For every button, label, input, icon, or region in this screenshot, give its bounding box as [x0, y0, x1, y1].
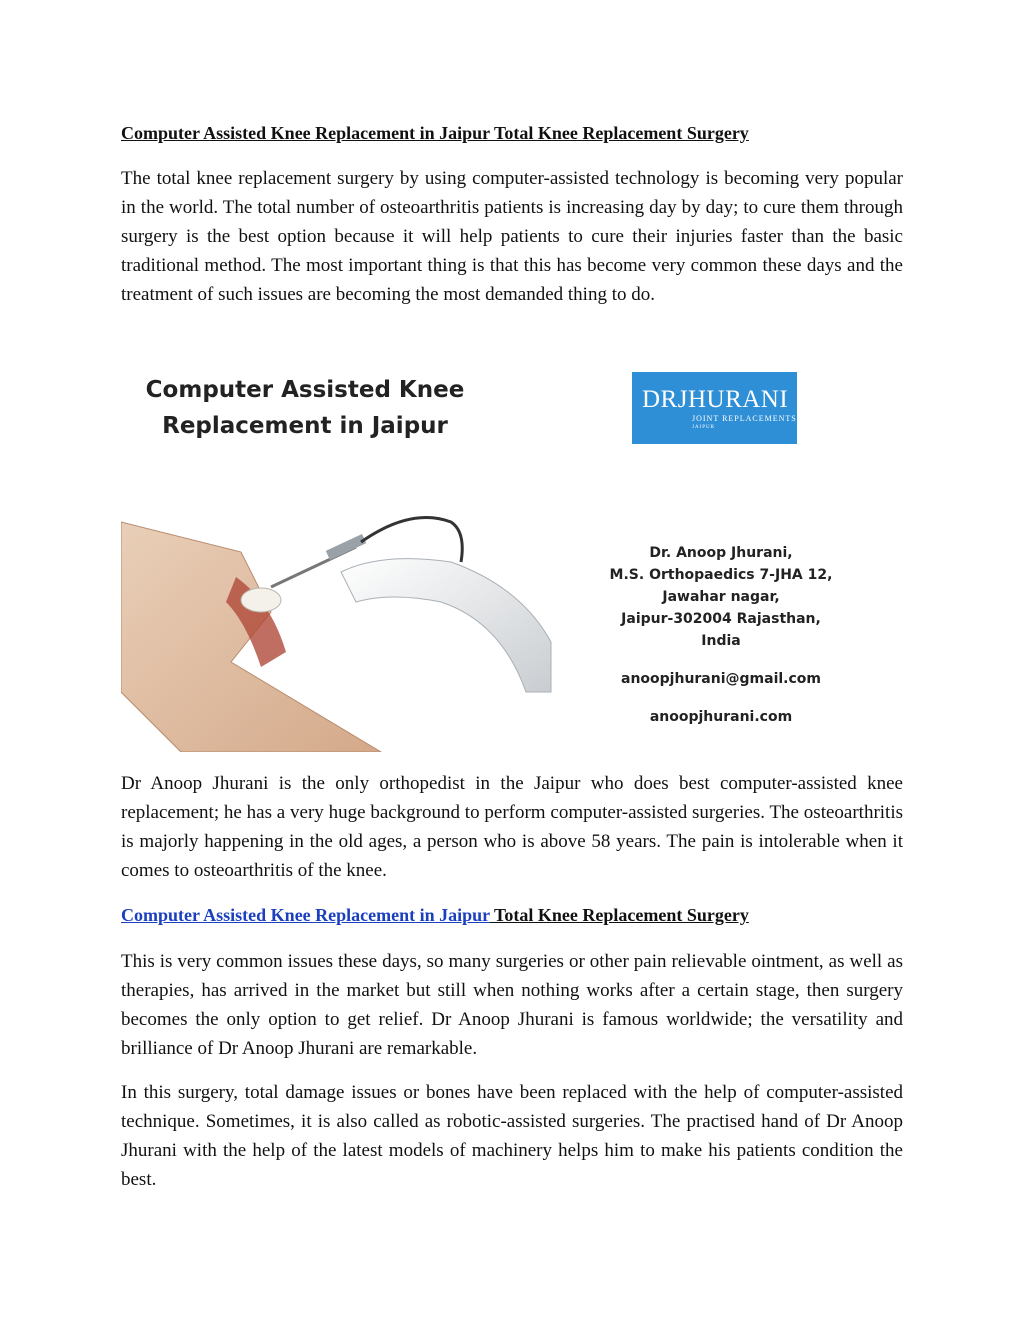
logo-text: DRJHURANI — [642, 386, 789, 413]
contact-details — [561, 542, 881, 728]
contact-degree: M.S. Orthopaedics 7-JHA 12, — [609, 567, 833, 583]
intro-paragraph: The total knee replacement surgery by using computer-assisted technology is becoming very popular in the world. The total number of osteoarthritis patients is increasing day by day; to cure them through surgery is the best option because it will help patients to cure their injuries faster than the basic traditional method. The most important thing is that this has become very common these days and the treatment of such issues are becoming the most demanded thing to do. — [121, 168, 903, 305]
contact-name: Dr. Anoop Jhurani, — [649, 545, 793, 561]
banner-title — [135, 372, 475, 444]
surgery-paragraph: In this surgery, total damage issues or bones have been replaced with the help of computer-assisted technique. Sometimes, it is also called as robotic-assisted surgeries. The practised hand of Dr Anoop Jhurani with the help of the latest models of machinery helps him to make his patients condition the best. — [121, 1082, 903, 1190]
banner-title-line2: Replacement in Jaipur — [162, 413, 448, 439]
spacer — [561, 652, 881, 668]
document-page — [121, 120, 903, 146]
contact-email: anoopjhurani@gmail.com — [621, 671, 821, 687]
heading-rest: Total Knee Replacement Surgery — [489, 905, 749, 925]
knee-surgery-illustration — [121, 492, 561, 752]
contact-city: Jaipur-302004 Rajasthan, — [621, 611, 821, 627]
contact-country: India — [701, 633, 741, 649]
spacer — [561, 690, 881, 706]
banner-title-line1: Computer Assisted Knee — [145, 377, 465, 403]
heading-link[interactable]: Computer Assisted Knee Replacement in Jaipur — [121, 905, 490, 925]
logo-subtext-city: JAIPUR — [692, 425, 715, 430]
doctor-paragraph: Dr Anoop Jhurani is the only orthopedist in the Jaipur who does best computer-assisted knee replacement; he has a very huge background to perform computer-assisted surgeries. The osteoarthritis is majorly happening in the old ages, a person who is above 58 years. The pain is intolerable when it comes to osteoarthritis of the knee. — [121, 773, 903, 881]
clinic-logo — [632, 372, 797, 444]
logo-subtext: JOINT REPLACEMENTS — [692, 414, 797, 423]
contact-area: Jawahar nagar, — [662, 589, 780, 605]
contact-website: anoopjhurani.com — [649, 709, 793, 725]
promo-banner-image — [121, 362, 903, 752]
page-heading: Computer Assisted Knee Replacement in Jaipur Total Knee Replacement Surgery — [121, 123, 749, 143]
issues-paragraph: This is very common issues these days, so many surgeries or other pain relievable ointment, as well as therapies, has arrived in the market but still when nothing works after a certain stage, then surgery becomes the only option to get relief. Dr Anoop Jhurani is famous worldwide; the versatility and brilliance of Dr Anoop Jhurani are remarkable. — [121, 951, 903, 1059]
section-heading — [121, 902, 749, 928]
